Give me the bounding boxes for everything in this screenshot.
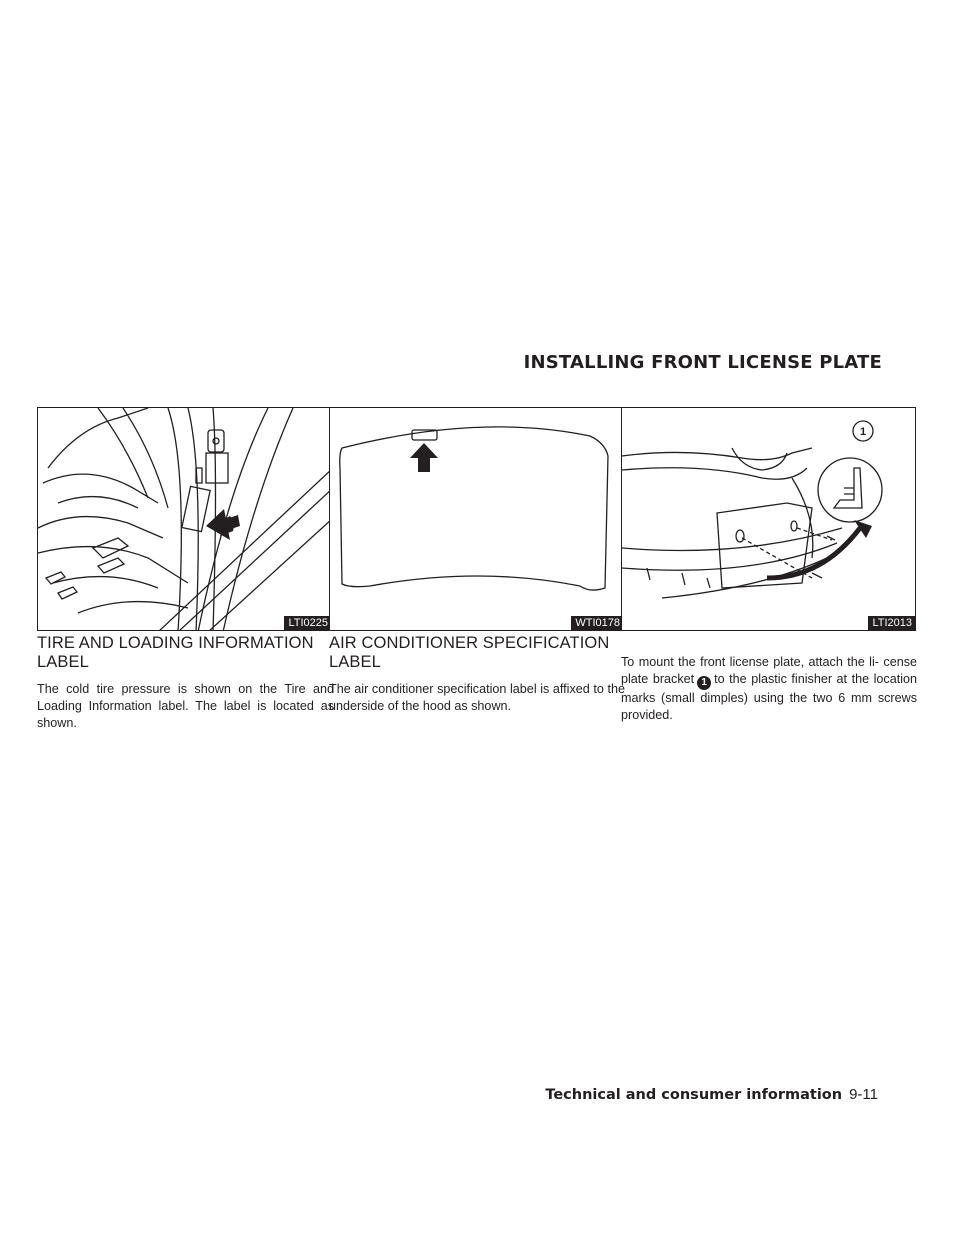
- page-footer: [545, 1086, 878, 1103]
- heading-ac-label: AIR CONDITIONER SPECIFICATION LABEL: [329, 634, 610, 671]
- figure-tire-label: [37, 407, 332, 631]
- bumper-bracket-illustration: [622, 408, 916, 631]
- column-ac-label: [329, 634, 625, 715]
- hood-illustration: [330, 408, 624, 631]
- figure-label: LTI0225: [284, 616, 331, 630]
- door-jamb-illustration: [38, 408, 332, 631]
- license-text-after: to the plastic finisher at the location marks (small dimples) using the two 6 mm screws provided.: [621, 672, 918, 722]
- figure-hood: [329, 407, 624, 631]
- figure-license-bracket: [621, 407, 916, 631]
- heading-tire-label: TIRE AND LOADING INFORMATION LABEL: [37, 634, 314, 671]
- section-title: INSTALLING FRONT LICENSE PLATE: [523, 352, 882, 373]
- body-license-plate: [621, 654, 917, 724]
- footer-page-number: 9-11: [849, 1086, 878, 1103]
- column-license-plate: [621, 654, 917, 724]
- callout-1-icon: 1: [697, 676, 711, 690]
- license-text-before: To mount the front license plate, attach the li- cense plate bracket: [621, 655, 917, 686]
- body-tire-label: The cold tire pressure is shown on the Tire and Loading Information label. The label is located as shown.: [37, 682, 334, 730]
- figure-label: LTI2013: [868, 616, 915, 630]
- body-ac-label: The air conditioner specification label is affixed to the underside of the hood as shown.: [329, 682, 625, 713]
- column-tire-label: [37, 634, 334, 732]
- figure-label: WTI0178: [571, 616, 623, 630]
- figure-callout: 1: [859, 426, 867, 438]
- footer-chapter: Technical and consumer information: [545, 1087, 843, 1103]
